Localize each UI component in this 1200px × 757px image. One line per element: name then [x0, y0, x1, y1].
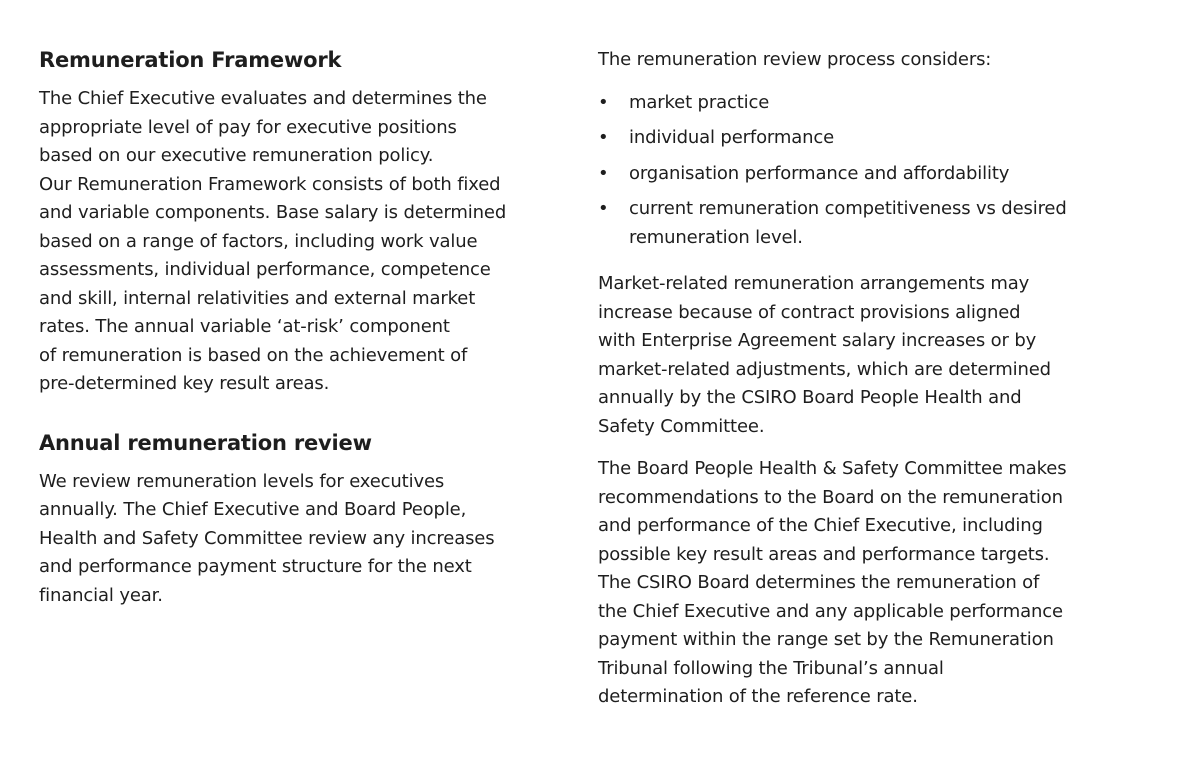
bullet-icon: • [598, 198, 609, 219]
text-line: financial year. [39, 584, 163, 606]
text-line: possible key result areas and performance targets. [598, 543, 1050, 565]
text-line: determination of the reference rate. [598, 686, 918, 707]
list-item-text: organisation performance and affordability [629, 162, 1010, 184]
process-lead: The remuneration review process considers: [598, 49, 992, 70]
text-line: The Chief Executive evaluates and determines the [39, 88, 487, 109]
left-column [39, 44, 579, 610]
text-line: We review remuneration levels for executives [39, 470, 445, 492]
process-list [598, 89, 1138, 253]
list-item-text: current remuneration competitiveness vs desired [629, 198, 1067, 219]
review-heading: Annual remuneration review [39, 430, 372, 455]
text-line: pre-determined key result areas. [39, 373, 330, 394]
text-line: of remuneration is based on the achievement of [39, 344, 468, 366]
bullet-icon: • [598, 127, 609, 148]
list-item [598, 195, 1138, 252]
text-line: Market-related remuneration arrangements may [598, 273, 1030, 294]
text-line: based on our executive remuneration policy. [39, 145, 434, 166]
text-line: increase because of contract provisions aligned [598, 301, 1021, 323]
text-line: and performance of the Chief Executive, including [598, 515, 1043, 536]
text-line: assessments, individual performance, competence [39, 259, 491, 280]
text-line: Our Remuneration Framework consists of both fixed [39, 173, 501, 195]
framework-paragraph [39, 85, 579, 399]
text-line: and variable components. Base salary is determined [39, 202, 507, 223]
text-line: Tribunal following the Tribunal’s annual [598, 657, 944, 679]
list-item [598, 89, 1138, 118]
review-paragraph [39, 468, 579, 611]
section-spacer [39, 399, 579, 427]
list-item [598, 124, 1138, 153]
text-line: The CSIRO Board determines the remuneration of [598, 572, 1040, 593]
bullet-icon: • [598, 91, 609, 113]
text-line: annually. The Chief Executive and Board People, [39, 499, 467, 520]
market-paragraph [598, 270, 1138, 441]
text-line: and performance payment structure for the next [39, 556, 472, 577]
text-line: and skill, internal relativities and external market [39, 287, 476, 309]
list-item-text: remuneration level. [629, 226, 803, 248]
text-line: based on a range of factors, including work value [39, 230, 478, 252]
text-line: Health and Safety Committee review any increases [39, 527, 495, 549]
text-line: market-related adjustments, which are determined [598, 358, 1051, 380]
right-column [598, 46, 1138, 712]
bullet-icon: • [598, 162, 609, 184]
text-line: with Enterprise Agreement salary increases or by [598, 330, 1037, 351]
list-item-text: market practice [629, 91, 770, 113]
text-line: payment within the range set by the Remuneration [598, 629, 1054, 650]
text-line: annually by the CSIRO Board People Health and [598, 387, 1022, 408]
list-item [598, 160, 1138, 189]
framework-heading: Remuneration Framework [39, 48, 342, 72]
list-item-text: individual performance [629, 127, 835, 148]
text-line: The Board People Health & Safety Committee makes [598, 458, 1067, 479]
text-line: appropriate level of pay for executive positions [39, 116, 457, 138]
text-line: Safety Committee. [598, 415, 765, 437]
text-line: rates. The annual variable ‘at-risk’ component [39, 316, 450, 337]
text-line: recommendations to the Board on the remuneration [598, 486, 1063, 508]
paragraph-spacer [598, 441, 1138, 455]
text-line: the Chief Executive and any applicable performance [598, 600, 1063, 622]
board-paragraph [598, 455, 1138, 712]
